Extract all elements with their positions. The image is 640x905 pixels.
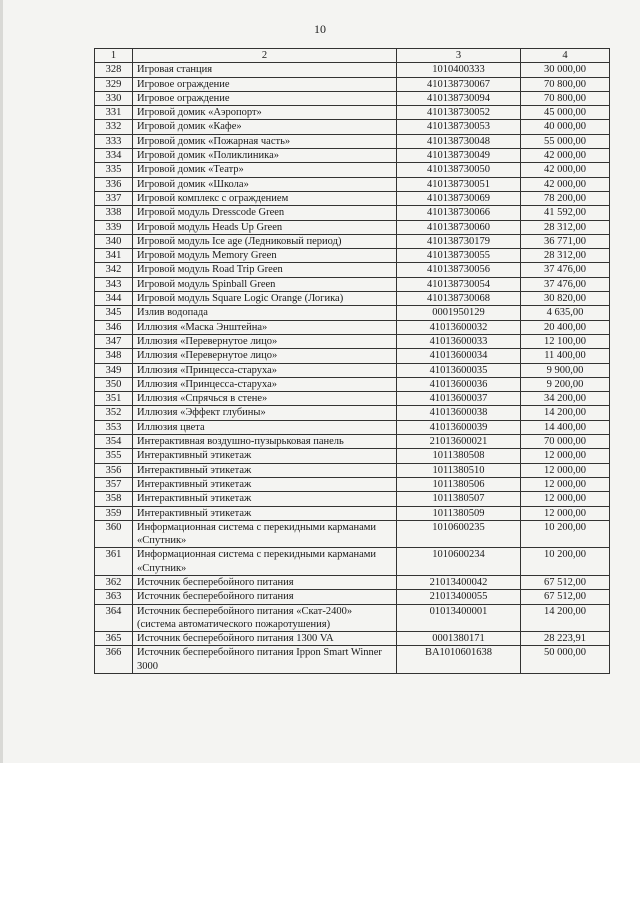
item-name-cell: Игровой модуль Ice age (Ледниковый период): [133, 234, 397, 248]
item-name-cell: Иллюзия «Принцесса-старуха»: [133, 363, 397, 377]
price-cell: 30 820,00: [521, 292, 610, 306]
row-number-cell: 364: [95, 604, 133, 632]
row-number-cell: 346: [95, 320, 133, 334]
item-name-cell: Интерактивный этикетаж: [133, 449, 397, 463]
column-header-2: 2: [133, 49, 397, 63]
table-row: [95, 292, 610, 306]
price-cell: 4 635,00: [521, 306, 610, 320]
row-number-cell: 342: [95, 263, 133, 277]
item-name-cell: Интерактивная воздушно-пузырьковая панель: [133, 435, 397, 449]
price-cell: 12 100,00: [521, 334, 610, 348]
row-number-cell: 330: [95, 91, 133, 105]
inventory-number-cell: 41013600035: [397, 363, 521, 377]
inventory-number-cell: 41013600032: [397, 320, 521, 334]
row-number-cell: 359: [95, 506, 133, 520]
price-cell: 37 476,00: [521, 277, 610, 291]
inventory-number-cell: 1010400333: [397, 63, 521, 77]
row-number-cell: 366: [95, 646, 133, 674]
table-row: [95, 334, 610, 348]
table-row: [95, 177, 610, 191]
item-name-cell: Игровая станция: [133, 63, 397, 77]
price-cell: 55 000,00: [521, 134, 610, 148]
item-name-cell: Иллюзия «Перевернутое лицо»: [133, 334, 397, 348]
table-row: [95, 77, 610, 91]
item-name-cell: Игровой домик «Поликлиника»: [133, 149, 397, 163]
price-cell: 36 771,00: [521, 234, 610, 248]
scan-edge-shadow: [0, 0, 3, 763]
item-name-cell: Игровое ограждение: [133, 91, 397, 105]
row-number-cell: 343: [95, 277, 133, 291]
price-cell: 12 000,00: [521, 492, 610, 506]
inventory-number-cell: 41013600039: [397, 420, 521, 434]
table-row: [95, 134, 610, 148]
table-row: [95, 91, 610, 105]
price-cell: 28 312,00: [521, 220, 610, 234]
table-row: [95, 320, 610, 334]
price-cell: 30 000,00: [521, 63, 610, 77]
table-row: [95, 548, 610, 576]
row-number-cell: 340: [95, 234, 133, 248]
table-row: [95, 306, 610, 320]
inventory-number-cell: 410138730053: [397, 120, 521, 134]
table-row: [95, 349, 610, 363]
row-number-cell: 335: [95, 163, 133, 177]
price-cell: 37 476,00: [521, 263, 610, 277]
table-row: [95, 520, 610, 548]
inventory-number-cell: 1011380508: [397, 449, 521, 463]
table-row: [95, 575, 610, 589]
table-row: [95, 646, 610, 674]
row-number-cell: 362: [95, 575, 133, 589]
item-name-cell: Интерактивный этикетаж: [133, 463, 397, 477]
item-name-cell: Игровой комплекс с ограждением: [133, 191, 397, 205]
inventory-number-cell: 21013400042: [397, 575, 521, 589]
price-cell: 42 000,00: [521, 149, 610, 163]
column-header-3: 3: [397, 49, 521, 63]
table-row: [95, 206, 610, 220]
item-name-cell: Игровой домик «Школа»: [133, 177, 397, 191]
row-number-cell: 347: [95, 334, 133, 348]
price-cell: 10 200,00: [521, 548, 610, 576]
row-number-cell: 341: [95, 249, 133, 263]
item-name-cell: Источник бесперебойного питания: [133, 590, 397, 604]
table-row: [95, 435, 610, 449]
table-row: [95, 263, 610, 277]
price-cell: 12 000,00: [521, 506, 610, 520]
inventory-number-cell: 1011380506: [397, 477, 521, 491]
column-header-1: 1: [95, 49, 133, 63]
row-number-cell: 331: [95, 106, 133, 120]
inventory-number-cell: 0001950129: [397, 306, 521, 320]
row-number-cell: 349: [95, 363, 133, 377]
table-row: [95, 590, 610, 604]
inventory-number-cell: 410138730068: [397, 292, 521, 306]
item-name-cell: Игровой модуль Road Trip Green: [133, 263, 397, 277]
row-number-cell: 365: [95, 632, 133, 646]
price-cell: 67 512,00: [521, 590, 610, 604]
row-number-cell: 353: [95, 420, 133, 434]
row-number-cell: 355: [95, 449, 133, 463]
inventory-number-cell: 41013600034: [397, 349, 521, 363]
table-row: [95, 420, 610, 434]
table-row: [95, 149, 610, 163]
inventory-number-cell: 41013600037: [397, 392, 521, 406]
inventory-number-cell: 1010600234: [397, 548, 521, 576]
row-number-cell: 354: [95, 435, 133, 449]
table-row: [95, 106, 610, 120]
inventory-number-cell: 0001380171: [397, 632, 521, 646]
item-name-cell: Интерактивный этикетаж: [133, 506, 397, 520]
row-number-cell: 363: [95, 590, 133, 604]
inventory-number-cell: 410138730054: [397, 277, 521, 291]
row-number-cell: 345: [95, 306, 133, 320]
inventory-number-cell: 410138730055: [397, 249, 521, 263]
row-number-cell: 361: [95, 548, 133, 576]
row-number-cell: 329: [95, 77, 133, 91]
price-cell: 14 200,00: [521, 406, 610, 420]
table-row: [95, 163, 610, 177]
price-cell: 20 400,00: [521, 320, 610, 334]
table-row: [95, 63, 610, 77]
inventory-number-cell: 41013600033: [397, 334, 521, 348]
inventory-number-cell: 41013600038: [397, 406, 521, 420]
inventory-number-cell: 21013400055: [397, 590, 521, 604]
row-number-cell: 344: [95, 292, 133, 306]
row-number-cell: 348: [95, 349, 133, 363]
inventory-number-cell: 410138730050: [397, 163, 521, 177]
table-row: [95, 492, 610, 506]
inventory-number-cell: 1010600235: [397, 520, 521, 548]
item-name-cell: Игровой модуль Spinball Green: [133, 277, 397, 291]
item-name-cell: Игровой модуль Memory Green: [133, 249, 397, 263]
inventory-number-cell: 1011380507: [397, 492, 521, 506]
price-cell: 12 000,00: [521, 477, 610, 491]
inventory-number-cell: 410138730067: [397, 77, 521, 91]
item-name-cell: Источник бесперебойного питания «Скат-2400» (система автоматического пожаротушения): [133, 604, 397, 632]
inventory-number-cell: 41013600036: [397, 377, 521, 391]
item-name-cell: Игровой модуль Square Logic Orange (Логика): [133, 292, 397, 306]
row-number-cell: 358: [95, 492, 133, 506]
price-cell: 41 592,00: [521, 206, 610, 220]
item-name-cell: Интерактивный этикетаж: [133, 477, 397, 491]
table-row: [95, 234, 610, 248]
price-cell: 12 000,00: [521, 449, 610, 463]
inventory-number-cell: 1011380510: [397, 463, 521, 477]
inventory-number-cell: 21013600021: [397, 435, 521, 449]
item-name-cell: Источник бесперебойного питания 1300 VA: [133, 632, 397, 646]
inventory-number-cell: 410138730048: [397, 134, 521, 148]
item-name-cell: Излив водопада: [133, 306, 397, 320]
row-number-cell: 350: [95, 377, 133, 391]
price-cell: 70 000,00: [521, 435, 610, 449]
price-cell: 67 512,00: [521, 575, 610, 589]
inventory-table: [94, 48, 610, 674]
row-number-cell: 328: [95, 63, 133, 77]
row-number-cell: 332: [95, 120, 133, 134]
inventory-number-cell: 410138730051: [397, 177, 521, 191]
table-row: [95, 463, 610, 477]
table-row: [95, 392, 610, 406]
price-cell: 70 800,00: [521, 91, 610, 105]
item-name-cell: Иллюзия «Маска Энштейна»: [133, 320, 397, 334]
page-number: 10: [314, 22, 326, 36]
price-cell: 45 000,00: [521, 106, 610, 120]
item-name-cell: Иллюзия «Эффект глубины»: [133, 406, 397, 420]
item-name-cell: Игровой модуль Heads Up Green: [133, 220, 397, 234]
inventory-number-cell: 1011380509: [397, 506, 521, 520]
table-row: [95, 363, 610, 377]
inventory-number-cell: 410138730069: [397, 191, 521, 205]
row-number-cell: 339: [95, 220, 133, 234]
price-cell: 42 000,00: [521, 163, 610, 177]
inventory-number-cell: 410138730179: [397, 234, 521, 248]
price-cell: 14 200,00: [521, 604, 610, 632]
price-cell: 70 800,00: [521, 77, 610, 91]
table-row: [95, 249, 610, 263]
table-body: [95, 63, 610, 674]
item-name-cell: Игровой домик «Кафе»: [133, 120, 397, 134]
price-cell: 78 200,00: [521, 191, 610, 205]
inventory-number-cell: 410138730066: [397, 206, 521, 220]
row-number-cell: 357: [95, 477, 133, 491]
price-cell: 11 400,00: [521, 349, 610, 363]
item-name-cell: Игровой домик «Театр»: [133, 163, 397, 177]
price-cell: 50 000,00: [521, 646, 610, 674]
table-row: [95, 604, 610, 632]
price-cell: 42 000,00: [521, 177, 610, 191]
table-row: [95, 506, 610, 520]
table-row: [95, 277, 610, 291]
item-name-cell: Иллюзия цвета: [133, 420, 397, 434]
table-row: [95, 406, 610, 420]
table-row: [95, 120, 610, 134]
row-number-cell: 352: [95, 406, 133, 420]
price-cell: 34 200,00: [521, 392, 610, 406]
table-row: [95, 449, 610, 463]
item-name-cell: Игровое ограждение: [133, 77, 397, 91]
inventory-number-cell: 01013400001: [397, 604, 521, 632]
item-name-cell: Игровой домик «Пожарная часть»: [133, 134, 397, 148]
row-number-cell: 334: [95, 149, 133, 163]
price-cell: 9 900,00: [521, 363, 610, 377]
inventory-number-cell: 410138730049: [397, 149, 521, 163]
inventory-number-cell: 410138730052: [397, 106, 521, 120]
inventory-number-cell: 410138730094: [397, 91, 521, 105]
table-row: [95, 220, 610, 234]
item-name-cell: Иллюзия «Перевернутое лицо»: [133, 349, 397, 363]
item-name-cell: Иллюзия «Принцесса-старуха»: [133, 377, 397, 391]
row-number-cell: 337: [95, 191, 133, 205]
table-row: [95, 477, 610, 491]
inventory-number-cell: BA1010601638: [397, 646, 521, 674]
item-name-cell: Интерактивный этикетаж: [133, 492, 397, 506]
table-header-row: [95, 49, 610, 63]
row-number-cell: 333: [95, 134, 133, 148]
price-cell: 28 223,91: [521, 632, 610, 646]
table-row: [95, 191, 610, 205]
price-cell: 14 400,00: [521, 420, 610, 434]
table-row: [95, 632, 610, 646]
item-name-cell: Иллюзия «Спрячься в стене»: [133, 392, 397, 406]
row-number-cell: 351: [95, 392, 133, 406]
item-name-cell: Источник бесперебойного питания Ippon Smart Winner 3000: [133, 646, 397, 674]
price-cell: 28 312,00: [521, 249, 610, 263]
item-name-cell: Информационная система с перекидными карманами «Спутник»: [133, 548, 397, 576]
price-cell: 10 200,00: [521, 520, 610, 548]
price-cell: 9 200,00: [521, 377, 610, 391]
row-number-cell: 360: [95, 520, 133, 548]
column-header-4: 4: [521, 49, 610, 63]
item-name-cell: Игровой домик «Аэропорт»: [133, 106, 397, 120]
inventory-number-cell: 410138730056: [397, 263, 521, 277]
item-name-cell: Источник бесперебойного питания: [133, 575, 397, 589]
row-number-cell: 356: [95, 463, 133, 477]
item-name-cell: Информационная система с перекидными карманами «Спутник»: [133, 520, 397, 548]
row-number-cell: 338: [95, 206, 133, 220]
price-cell: 40 000,00: [521, 120, 610, 134]
row-number-cell: 336: [95, 177, 133, 191]
inventory-number-cell: 410138730060: [397, 220, 521, 234]
table-row: [95, 377, 610, 391]
item-name-cell: Игровой модуль Dresscode Green: [133, 206, 397, 220]
price-cell: 12 000,00: [521, 463, 610, 477]
